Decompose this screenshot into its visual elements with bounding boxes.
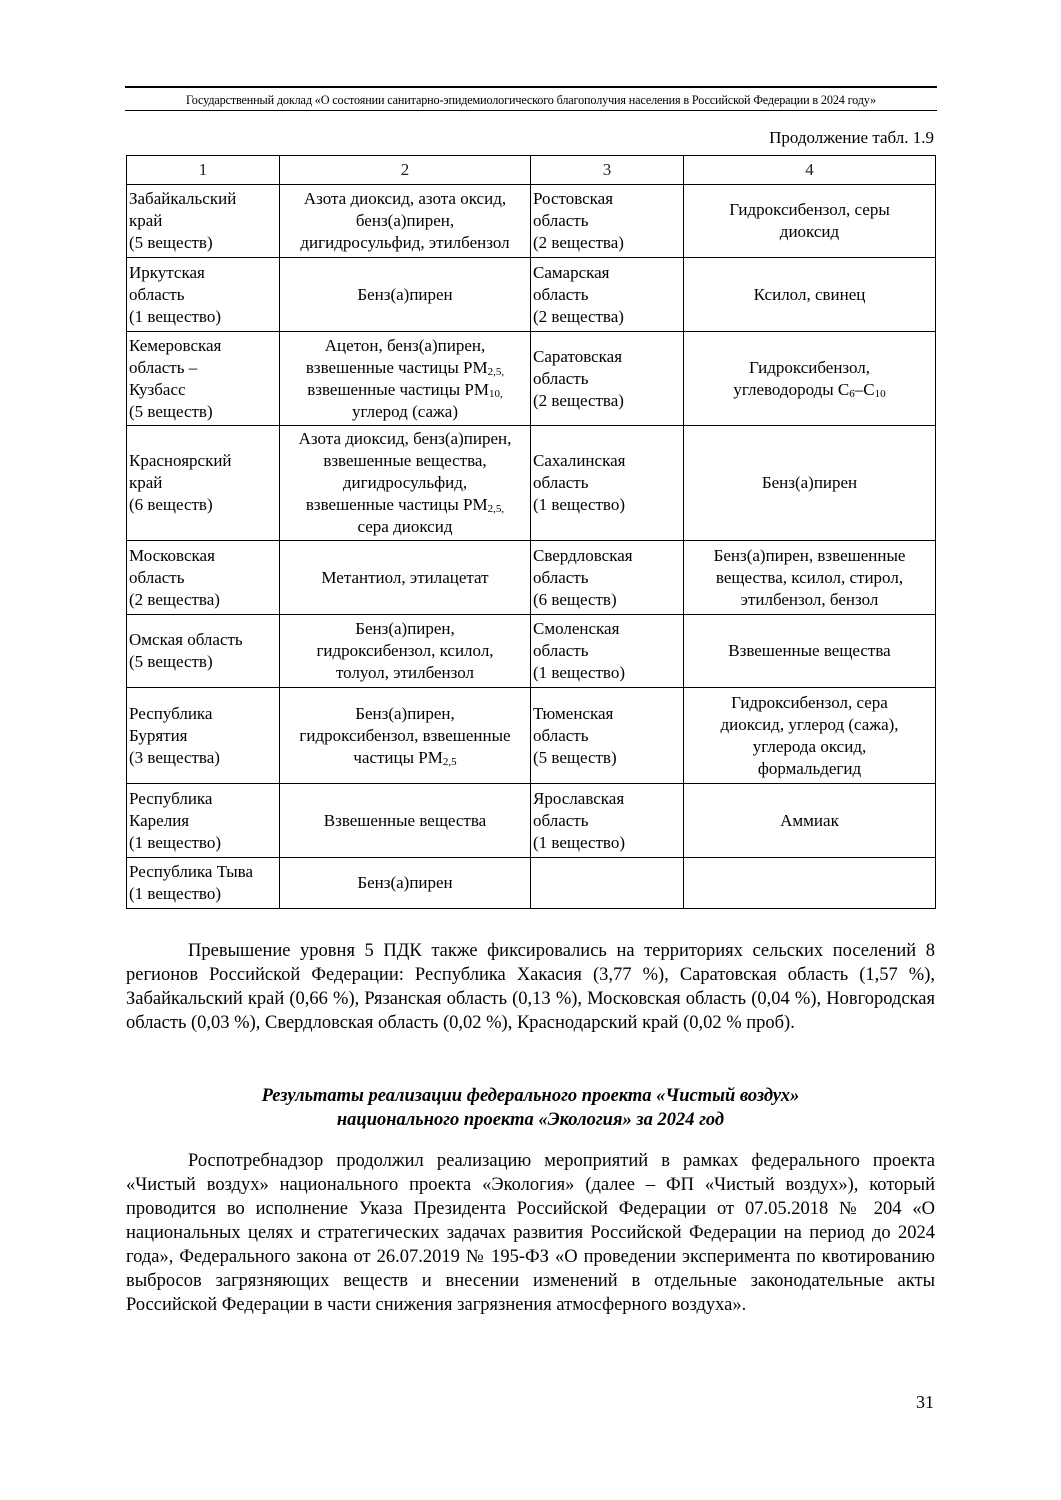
table-row: [127, 615, 936, 688]
region-cell: Ростовская область (2 вещества): [531, 185, 684, 258]
substances-table: [126, 155, 936, 909]
region-cell: Сахалинская область (1 вещество): [531, 426, 684, 541]
region-cell: Тюменская область (5 веществ): [531, 688, 684, 784]
substances-cell: Бенз(а)пирен: [684, 426, 936, 541]
region-cell: Кемеровская область – Кузбасс (5 веществ): [127, 332, 280, 426]
substances-cell: Метантиол, этилацетат: [280, 541, 531, 615]
substances-cell: Взвешенные вещества: [684, 615, 936, 688]
table-continuation-label: Продолжение табл. 1.9: [769, 128, 934, 147]
region-cell: [531, 858, 684, 909]
region-cell: Омская область (5 веществ): [127, 615, 280, 688]
running-header: [125, 86, 937, 111]
region-cell: Республика Бурятия (3 вещества): [127, 688, 280, 784]
table-row: [127, 426, 936, 541]
region-cell: Смоленская область (1 вещество): [531, 615, 684, 688]
region-cell: Свердловская область (6 веществ): [531, 541, 684, 615]
substances-cell: Гидроксибензол, углеводороды $C_6-C_{10}$: [684, 332, 936, 426]
region-cell: Республика Карелия (1 вещество): [127, 784, 280, 858]
region-cell: Саратовская область (2 вещества): [531, 332, 684, 426]
section-heading-line: национального проекта «Экология» за 2024 год: [336, 1110, 725, 1130]
substances-cell: Бенз(а)пирен, взвешенные вещества, ксилол, стирол, этилбензол, бензол: [684, 541, 936, 615]
substances-cell: Бенз(а)пирен: [280, 858, 531, 909]
table-row: [127, 858, 936, 909]
substances-cell: Бенз(а)пирен, гидроксибензол, ксилол, толуол, этилбензол: [280, 615, 531, 688]
substances-cell: Гидроксибензол, сера диоксид, углерод (сажа), углерода оксид, формальдегид: [684, 688, 936, 784]
column-number: 1: [127, 156, 280, 185]
section-heading: [126, 1084, 935, 1132]
substances-cell: Бенз(а)пирен: [280, 258, 531, 332]
section-heading-line: Результаты реализации федерального проекта «Чистый воздух»: [261, 1086, 800, 1106]
table-row: [127, 541, 936, 615]
region-cell: Ярославская область (1 вещество): [531, 784, 684, 858]
table-row: [127, 784, 936, 858]
region-cell: Забайкальский край (5 веществ): [127, 185, 280, 258]
region-cell: Красноярский край (6 веществ): [127, 426, 280, 541]
column-number-row: [127, 156, 936, 185]
region-cell: Республика Тыва (1 вещество): [127, 858, 280, 909]
substances-cell: Ксилол, свинец: [684, 258, 936, 332]
column-number: 2: [280, 156, 531, 185]
body-paragraph: Роспотребнадзор продолжил реализацию мероприятий в рамках федерального проекта «Чистый воздух» национального проекта «Экология» (далее – ФП «Чистый воздух»), который проводится во исполнение Указа Президента Российской Федерации от 07.05.2018 № 204 «О национальных целях и стратегических задачах развития Российской Федерации на период до 2024 года», Федерального закона от 26.07.2019 № 195-ФЗ «О проведении эксперимента по квотированию выбросов загрязняющих веществ и внесении изменений в отдельные законодательные акты Российской Федерации в части снижения загрязнения атмосферного воздуха».: [126, 1151, 935, 1315]
region-cell: Иркутская область (1 вещество): [127, 258, 280, 332]
column-number: 4: [684, 156, 936, 185]
substances-cell: Взвешенные вещества: [280, 784, 531, 858]
page-number: 31: [916, 1392, 934, 1412]
body-paragraph: Превышение уровня 5 ПДК также фиксировались на территориях сельских поселений 8 регионов Российской Федерации: Республика Хакасия (3,77 %), Саратовская область (1,57 %), Забайкальский край (0,66 %), Рязанская область (0,13 %), Московская область (0,04 %), Новгородская область (0,03 %), Свердловская область (0,02 %), Краснодарский край (0,02 % проб).: [126, 941, 935, 1033]
table-row: [127, 688, 936, 784]
substances-cell: [684, 858, 936, 909]
region-cell: Самарская область (2 вещества): [531, 258, 684, 332]
substances-cell: Азота диоксид, азота оксид, бенз(а)пирен, дигидросульфид, этилбензол: [280, 185, 531, 258]
table-row: [127, 332, 936, 426]
substances-cell: Ацетон, бенз(а)пирен, взвешенные частицы $PM_{2,5,}$ взвешенные частицы $PM_{10,}$ углерод (сажа): [280, 332, 531, 426]
substances-cell: Азота диоксид, бенз(а)пирен, взвешенные вещества, дигидросульфид, взвешенные частицы $PM_{2,5,}$ сера диоксид: [280, 426, 531, 541]
table-row: [127, 185, 936, 258]
substances-cell: Бенз(а)пирен, гидроксибензол, взвешенные частицы $PM_{2,5}$: [280, 688, 531, 784]
column-number: 3: [531, 156, 684, 185]
substances-cell: Гидроксибензол, серы диоксид: [684, 185, 936, 258]
substances-cell: Аммиак: [684, 784, 936, 858]
region-cell: Московская область (2 вещества): [127, 541, 280, 615]
table-row: [127, 258, 936, 332]
running-title: Государственный доклад «О состоянии санитарно-эпидемиологического благополучия населения в Российской Федерации в 2024 году»: [185, 93, 876, 107]
